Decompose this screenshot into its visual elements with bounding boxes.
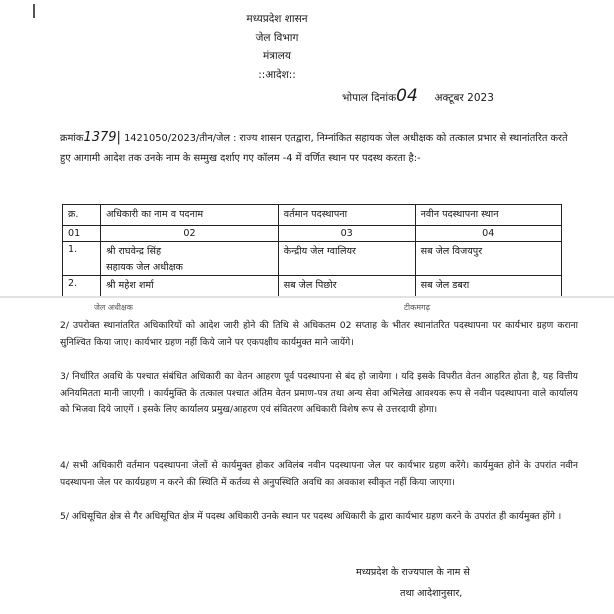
table-row xyxy=(63,242,562,276)
paragraph-2: 2/ उपरोक्त स्थानांतरित अधिकारियों को आदेश जारी होने की तिथि से अधिकतम 02 सप्ताह के भीतर स्थानांतरित पदस्थापना पर कार्यभार ग्रहण कराना सुनिश्चित किया जाए। कार्यभार ग्रहण नहीं किये जाने पर एकपक्षीय कार्यमुक्त माने जायेंगे। xyxy=(60,320,578,348)
header-cell: नवीन पदस्थापना स्थान xyxy=(415,205,561,226)
order-prefix: क्रमांक xyxy=(60,133,84,144)
column-number-row xyxy=(63,226,562,242)
paragraph-5: 5/ अधिसूचित क्षेत्र से गैर अधिसूचित क्षेत्र में पदस्थ अधिकारी उनके स्थान पर पदस्थ अधिकारी के द्वारा कार्यभार ग्रहण करने के उपरांत ही कार्यमुक्त होंगे । xyxy=(60,511,562,522)
signature-line-1: मध्यप्रदेश के राज्यपाल के नाम से xyxy=(356,567,470,578)
officer-name: श्री राघवेन्द्र सिंह xyxy=(106,246,162,257)
order-reference: 1421050/2023/तीन/जेल xyxy=(124,133,230,144)
order-paragraph xyxy=(60,128,580,169)
paragraph-3: 3/ निर्धारित अवधि के पश्चात संबंधित अधिकारी का वेतन आहरण पूर्व पदस्थापना से बंद हो जायेगा । यदि इसके विपरीत वेतन आहरित होता है, यह वित्तीय अनियमितता मानी जाएगी । कार्यमुक्ति के तत्काल पश्चात अंतिम वेतन प्रमाण-पत्र तथा अन्य सेवा अभिलेख आवश्यक रूप से नवीन पदस्थापना वाले कार्यालय को भिजवा दिये जाएगें । इसके लिए कार्यालय प्रमुख/आहरण एवं संवितरण अधिकारी विशेष रूप से उत्तरदायी होगा। xyxy=(60,371,578,416)
column-number: 02 xyxy=(101,226,279,242)
order-separator: | xyxy=(116,130,121,145)
new-posting: सब जेल विजयपुर xyxy=(415,242,561,276)
date-line xyxy=(342,86,494,106)
date-prefix: भोपाल दिनांक xyxy=(342,92,397,104)
table-row xyxy=(63,276,562,297)
order-number: 1379 xyxy=(83,130,117,145)
cut-off-text: टीकमगढ़ xyxy=(404,303,431,312)
date-day: 04 xyxy=(396,86,418,106)
officer-designation: सहायक जेल अधीक्षक xyxy=(106,262,183,273)
header-cell: अधिकारी का नाम व पदनाम xyxy=(101,205,279,226)
order-text: : राज्य शासन एतद्वारा, निम्नांकित सहायक जेल अधीक्षक को तत्काल प्रभार से स्थानांतरित करते हुए आगामी आदेश तक उनके नाम के सम्मुख दर्शाए गए कॉलम -4 में वर्णित स्थान पर पदस्थ करता है:- xyxy=(60,133,568,164)
current-posting: केन्द्रीय जेल ग्वालियर xyxy=(278,242,415,276)
header-order-title: ::आदेश:: xyxy=(258,69,296,81)
column-number: 01 xyxy=(63,226,101,242)
header-cell: वर्तमान पदस्थापना xyxy=(278,205,415,226)
table-header-row xyxy=(63,205,562,226)
date-month-year: अक्टूबर 2023 xyxy=(434,92,494,104)
officer-cell xyxy=(101,242,279,276)
current-posting: सब जेल पिछोर xyxy=(278,276,415,297)
header-ministry: मंत्रालय xyxy=(262,50,291,62)
column-number: 04 xyxy=(415,226,561,242)
paragraph-4: 4/ सभी अधिकारी वर्तमान पदस्थापना जेलों से कार्यमुक्त होकर अविलंब नवीन पदस्थापना जेल पर कार्यभार ग्रहण करेंगे। कार्यमुक्त होने के उपरांत नवीन पदस्थापना जेल पर कार्यग्रहण न करने की स्थिति में कर्तव्य से अनुपस्थिति अवधि का अवकाश स्वीकृत नहीं किया जाएगा। xyxy=(60,460,578,488)
new-posting: सब जेल डबरा xyxy=(415,276,561,297)
cut-off-text: जेल अधीक्षक xyxy=(94,303,133,312)
header-department: जेल विभाग xyxy=(255,32,299,44)
officer-name: श्री महेश शर्मा xyxy=(106,280,154,291)
officer-cell xyxy=(101,276,279,297)
signature-line-2: तथा आदेशानुसार, xyxy=(400,588,463,599)
serial-number: 2. xyxy=(63,276,101,297)
column-number: 03 xyxy=(278,226,415,242)
header-government: मध्यप्रदेश शासन xyxy=(246,13,308,25)
header-cell: क्र. xyxy=(63,205,101,226)
serial-number: 1. xyxy=(63,242,101,276)
posting-table xyxy=(62,204,562,297)
page-seam xyxy=(0,296,614,298)
